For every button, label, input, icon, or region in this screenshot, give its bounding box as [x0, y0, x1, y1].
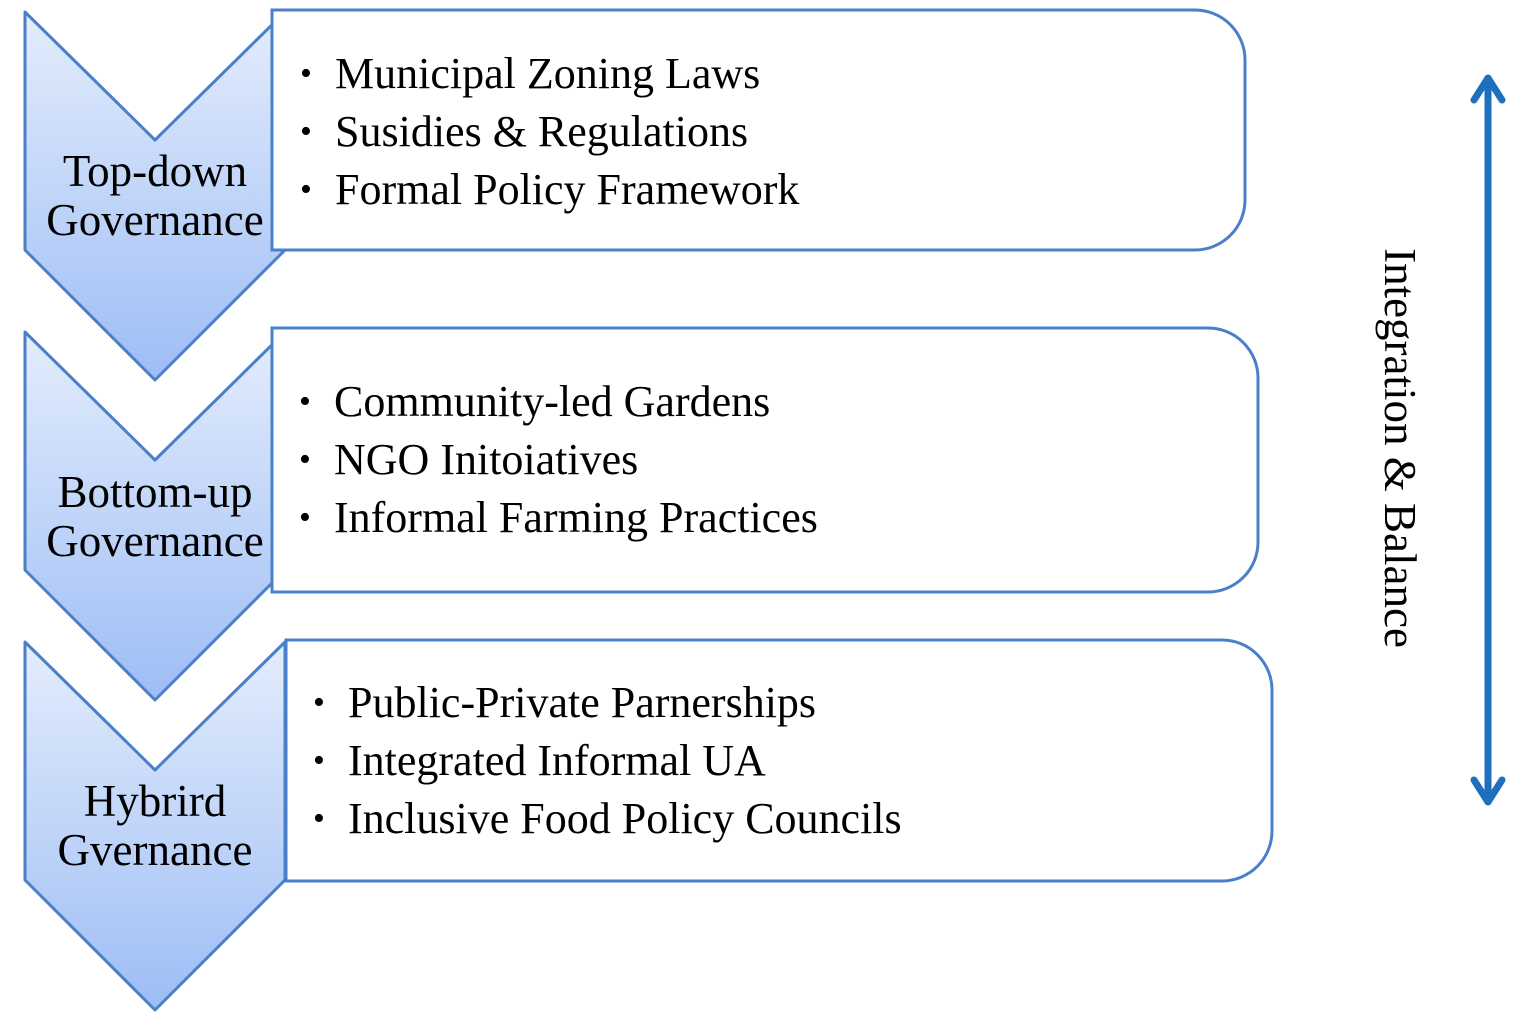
list-item: • Community-led Gardens — [299, 373, 818, 431]
stage-label-line: Governance — [46, 195, 264, 245]
bullet-list-bottom-up — [299, 373, 818, 547]
double-arrow-icon — [1474, 78, 1502, 802]
list-item: • NGO Initoiatives — [299, 431, 818, 489]
stage-label-bottom-up — [30, 468, 280, 566]
stage-label-line: Gvernance — [57, 825, 253, 875]
list-item: • Integrated Informal UA — [313, 732, 902, 790]
list-item: • Informal Farming Practices — [299, 489, 818, 547]
bullet-list-top-down — [300, 45, 799, 219]
stage-label-line: Hybrird — [83, 776, 227, 826]
list-item: • Formal Policy Framework — [300, 161, 799, 219]
bullet-list-hybrid — [313, 674, 902, 848]
stage-label-line: Governance — [46, 516, 264, 566]
list-item: • Susidies & Regulations — [300, 103, 799, 161]
stage-label-line: Bottom-up — [57, 467, 253, 517]
list-item: • Public-Private Parnerships — [313, 674, 902, 732]
list-item: • Municipal Zoning Laws — [300, 45, 799, 103]
stage-label-line: Top-down — [62, 146, 248, 196]
stage-label-hybrid — [30, 777, 280, 875]
side-axis-label: Integration & Balance — [1375, 248, 1425, 648]
list-item: • Inclusive Food Policy Councils — [313, 790, 902, 848]
stage-label-top-down — [30, 147, 280, 245]
